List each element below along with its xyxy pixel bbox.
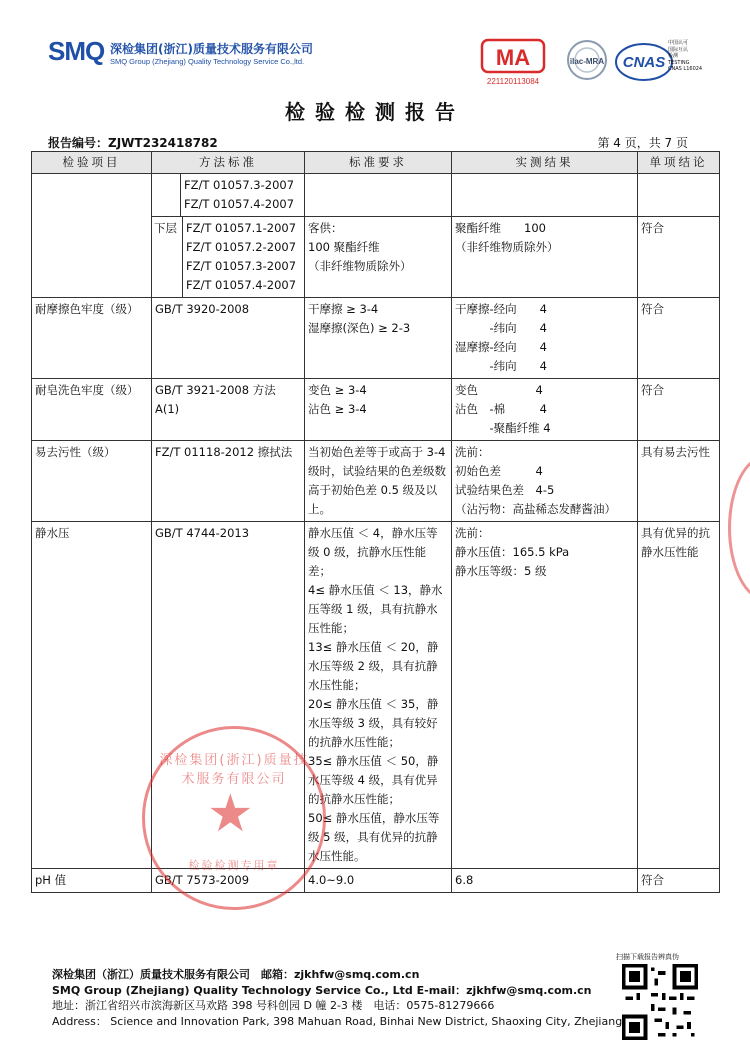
method-cell: GB/T 3920-2008	[152, 298, 305, 379]
table-row	[32, 441, 720, 522]
result-cell: 6.8	[452, 869, 638, 893]
qr-caption: 扫描下载报告辨真伪	[616, 953, 679, 961]
table-row	[32, 522, 720, 869]
table-header-row	[32, 152, 720, 174]
conclusion-cell: 符合	[638, 298, 720, 379]
qr-code-icon[interactable]	[622, 964, 698, 1040]
conclusion-cell: 符合	[638, 217, 720, 298]
result-cell	[452, 174, 638, 217]
svg-text:MA: MA	[495, 45, 531, 70]
table-row	[32, 174, 720, 217]
footer-company-cn: 深检集团（浙江）质量技术服务有限公司 邮箱：zjkhfw@smq.com.cn	[52, 968, 420, 981]
col-header-requirement: 标准要求	[305, 152, 452, 174]
company-name-en: SMQ Group (Zhejiang) Quality Technology Service Co.,ltd.	[110, 57, 305, 66]
table-row	[32, 298, 720, 379]
report-number: 报告编号：ZJWT232418782	[48, 136, 218, 150]
report-footer	[52, 967, 622, 1029]
page-info: 第 4 页，共 7 页	[597, 136, 688, 150]
report-title: 检验检测报告	[285, 100, 465, 124]
cnas-text: 中国认可 国际互认 检测 TESTING CNAS L16024	[668, 40, 703, 72]
result-cell: 变色 4 沾色 -棉 4 -聚酯纤维 4	[452, 379, 638, 441]
seal-top-text: 深检集团(浙江)质量技术服务有限公司	[159, 753, 309, 787]
item-cell: 易去污性（级）	[32, 441, 152, 522]
result-cell: 干摩擦-经向 4 -纬向 4 湿摩擦-经向 4 -纬向 4	[452, 298, 638, 379]
requirement-cell	[305, 174, 452, 217]
test-results-table	[31, 151, 720, 893]
ilac-mra-icon	[564, 38, 610, 84]
col-header-conclusion: 单项结论	[638, 152, 720, 174]
item-cell: 静水压	[32, 522, 152, 869]
col-header-method: 方法标准	[152, 152, 305, 174]
company-name-cn: 深检集团(浙江)质量技术服务有限公司	[110, 42, 313, 56]
method-cell: FZ/T 01118-2012 擦拭法	[152, 441, 305, 522]
requirement-cell: 静水压值 ＜ 4，静水压等级 0 级，抗静水压性能差； 4≤ 静水压值 ＜ 13，静水压等级 1 级，具有抗静水压性能； 13≤ 静水压值 ＜ 20，静水压等级 2 级，具有抗静水压性能； 20≤ 静水压值 ＜ 35，静水压等级 3 级，具有较好的抗静水压性能； 35≤ 静水压值 ＜ 50，静水压等级 4 级，具有优异的抗静水压性能； 50≤ 静水压值，静水压等级 5 级，具有优异的抗静水压性能。	[305, 522, 452, 869]
requirement-cell: 干摩擦 ≥ 3-4 湿摩擦(深色) ≥ 2-3	[305, 298, 452, 379]
conclusion-cell: 具有优异的抗静水压性能	[638, 522, 720, 869]
result-cell: 洗前： 初始色差 4 试验结果色差 4-5 （沾污物：高盐稀态发酵酱油）	[452, 441, 638, 522]
footer-address-en: Address： Science and Innovation Park, 398 Mahuan Road, Binhai New District, Shaoxing City, Zhejiang	[52, 1014, 623, 1028]
item-cell: pH 值	[32, 869, 152, 893]
col-header-item: 检验项目	[32, 152, 152, 174]
edge-seal	[728, 455, 750, 601]
result-cell: 聚酯纤维 100 （非纤维物质除外）	[452, 217, 638, 298]
requirement-cell: 客供： 100 聚酯纤维 （非纤维物质除外）	[305, 217, 452, 298]
col-header-result: 实测结果	[452, 152, 638, 174]
method-cell: FZ/T 01057.3-2007 FZ/T 01057.4-2007	[152, 174, 305, 217]
report-header	[0, 0, 750, 100]
conclusion-cell: 符合	[638, 869, 720, 893]
method-cell: GB/T 7573-2009	[152, 869, 305, 893]
table-row	[32, 379, 720, 441]
svg-text:CNAS: CNAS	[622, 54, 666, 71]
item-cell: 耐皂洗色牢度（级）	[32, 379, 152, 441]
cma-logo-icon	[478, 38, 550, 88]
conclusion-cell	[638, 174, 720, 217]
conclusion-cell: 具有易去污性	[638, 441, 720, 522]
table-row	[32, 869, 720, 893]
smq-logo: SMQ	[48, 36, 105, 66]
item-cell	[32, 174, 152, 298]
method-cell: GB/T 4744-2013	[152, 522, 305, 869]
requirement-cell: 变色 ≥ 3-4 沾色 ≥ 3-4	[305, 379, 452, 441]
requirement-cell: 4.0~9.0	[305, 869, 452, 893]
result-cell: 洗前： 静水压值：165.5 kPa 静水压等级：5 级	[452, 522, 638, 869]
method-cell: GB/T 3921-2008 方法 A(1)	[152, 379, 305, 441]
svg-text:ilac-MRA: ilac-MRA	[569, 57, 605, 66]
conclusion-cell: 符合	[638, 379, 720, 441]
seal-star-icon: ★	[207, 784, 254, 844]
footer-company-en: SMQ Group (Zhejiang) Quality Technology Service Co., Ltd E-mail：zjkhfw@smq.com.cn	[52, 983, 592, 997]
seal-bottom-text: 检验检测专用章	[188, 859, 280, 872]
cma-number: 221120113084	[486, 77, 540, 86]
item-cell: 耐摩擦色牢度（级）	[32, 298, 152, 379]
method-cell: 下层 FZ/T 01057.1-2007 FZ/T 01057.2-2007 FZ/T 01057.3-2007 FZ/T 01057.4-2007	[152, 217, 305, 298]
footer-address-cn: 地址：浙江省绍兴市滨海新区马欢路 398 号科创园 D 幢 2-3 楼 电话：0575-81279666	[52, 999, 495, 1012]
requirement-cell: 当初始色差等于或高于 3-4 级时，试验结果的色差级数高于初始色差 0.5 级及以上。	[305, 441, 452, 522]
